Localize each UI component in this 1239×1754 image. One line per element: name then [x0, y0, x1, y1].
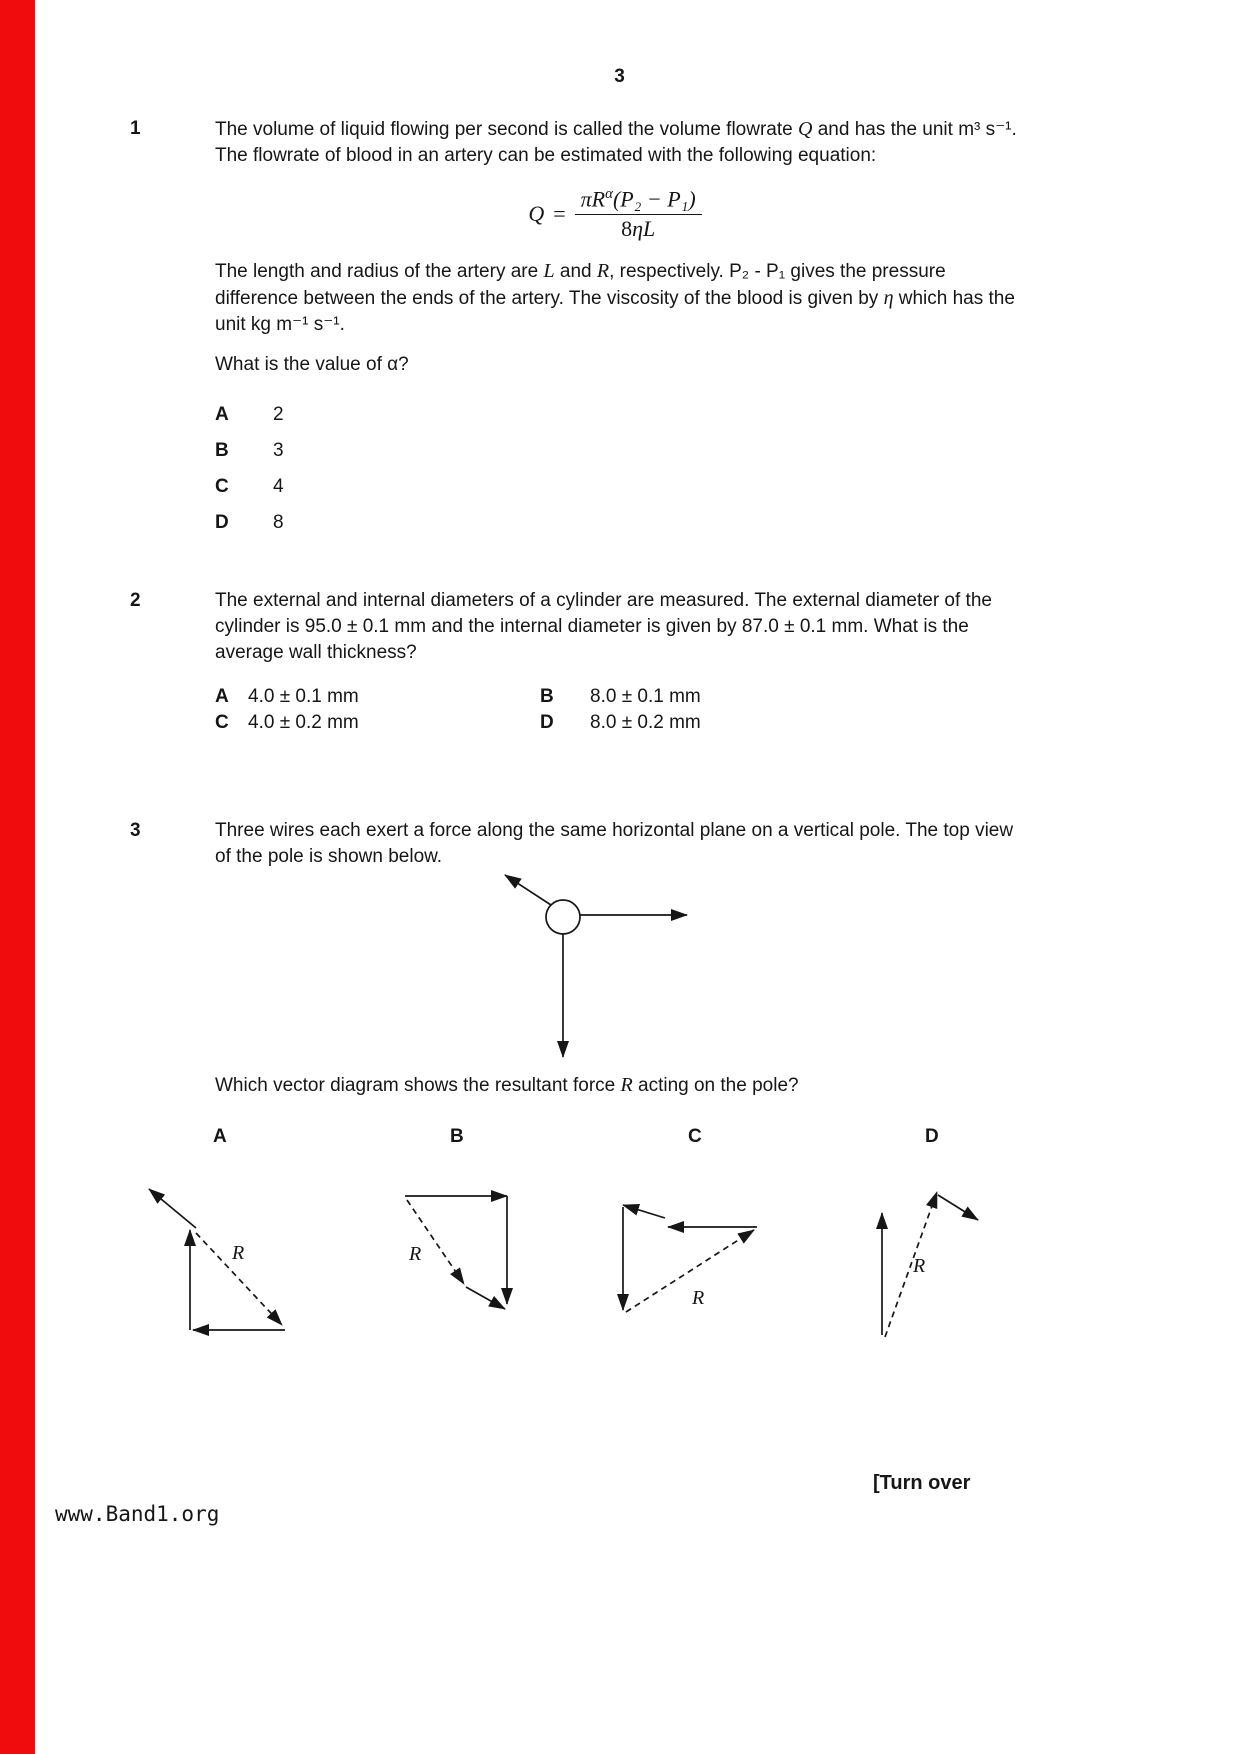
question-3-prompt: [215, 1072, 1020, 1099]
question-3-text: Three wires each exert a force along the same horizontal plane on a vertical pole. The top view of the pole is shown below.: [215, 820, 1014, 867]
text-segment: The length and radius of the artery are: [215, 261, 544, 282]
diagram-label-b: B: [450, 1126, 464, 1147]
alpha-exponent: α: [605, 186, 613, 202]
option-letter: B: [540, 686, 554, 707]
resultant-vector: [885, 1192, 937, 1337]
question-2-text: The external and internal diameters of a cylinder are measured. The external diameter of the cylinder is 95.0 ± 0.1 mm and the internal diameter is given by 87.0 ± 0.1 mm. What is the average wall thickness?: [215, 590, 992, 663]
option-row: [215, 404, 284, 440]
vector-diagram-b: [395, 1182, 560, 1322]
option-row: [215, 476, 284, 512]
vector-arrow: [623, 1205, 665, 1218]
option-letter: D: [215, 512, 229, 533]
option-value: 2: [273, 404, 284, 425]
equation-denominator: 8ηL: [621, 216, 656, 242]
option-value: 4: [273, 476, 284, 497]
resultant-label: R: [913, 1255, 926, 1277]
equation-numerator: $\pi R^\alpha(P_2 - P_1)$: [575, 186, 702, 215]
text-segment: The volume of liquid flowing per second is called the volume flowrate: [215, 119, 798, 140]
left-margin-bar: [0, 0, 35, 1754]
option-letter: C: [215, 712, 229, 733]
question-3-number: 3: [130, 820, 141, 841]
resultant-label: R: [232, 1242, 245, 1264]
option-letter: A: [215, 686, 229, 707]
flowrate-equation: [215, 186, 1015, 242]
resultant-vector: [626, 1230, 754, 1312]
equation-equals: =: [553, 201, 566, 227]
question-1-intro: [215, 116, 1020, 169]
diagram-label-c: C: [688, 1126, 702, 1147]
vector-diagram-a: [135, 1178, 300, 1343]
resultant-label: R: [692, 1287, 705, 1309]
resultant-label: R: [409, 1243, 422, 1265]
option-letter: B: [215, 440, 229, 461]
text-segment: and has the unit m³ s⁻¹. The flowrate of blood in an artery can be estimated with the following equation:: [215, 119, 1017, 166]
vector-diagram-d: [858, 1175, 993, 1350]
force-arrow-northwest: [505, 875, 551, 905]
text-segment: which has the unit kg m⁻¹ s⁻¹.: [215, 288, 1015, 335]
var-eta: η: [883, 287, 894, 309]
option-letter: A: [215, 404, 229, 425]
option-row: [215, 440, 284, 476]
var-Q: Q: [797, 118, 813, 140]
question-2-options: [215, 684, 701, 736]
option-value: 8: [273, 512, 284, 533]
vector-arrow: [938, 1195, 978, 1220]
question-1-body: [215, 258, 1020, 338]
vector-diagram-c: [610, 1192, 770, 1327]
pole-top-view-diagram: [420, 860, 710, 1070]
option-value: 8.0 ± 0.2 mm: [590, 712, 701, 733]
option-letter: C: [215, 476, 229, 497]
question-1-options: [215, 404, 284, 548]
diagram-label-d: D: [925, 1126, 939, 1147]
diagram-label-a: A: [213, 1126, 227, 1147]
equation-fraction: [575, 186, 702, 242]
option-value: 3: [273, 440, 284, 461]
text-segment: Which vector diagram shows the resultant force: [215, 1075, 621, 1096]
resultant-vector: [407, 1200, 464, 1284]
option-value: 4.0 ± 0.1 mm: [248, 686, 359, 707]
option-value: 4.0 ± 0.2 mm: [248, 712, 359, 733]
question-1-number: 1: [130, 118, 141, 139]
option-letter: D: [540, 712, 554, 733]
pole-circle: [546, 900, 580, 934]
option-value: 8.0 ± 0.1 mm: [590, 686, 701, 707]
text-segment: acting on the pole?: [632, 1075, 799, 1096]
vector-arrow: [466, 1287, 505, 1309]
question-2-number: 2: [130, 590, 141, 611]
text-segment: and: [554, 261, 597, 282]
equation-lhs: Q: [528, 201, 545, 227]
var-R: R: [596, 260, 610, 282]
website-watermark: www.Band1.org: [55, 1502, 220, 1526]
turn-over-note: [Turn over: [873, 1472, 971, 1494]
var-R: R: [620, 1074, 633, 1096]
question-1-prompt: What is the value of α?: [215, 354, 409, 375]
option-row: [215, 512, 284, 548]
page-number: 3: [614, 66, 625, 87]
vector-arrow: [149, 1189, 196, 1228]
text-segment: , respectively. P₂ - P₁ gives the pressure difference between the ends of the artery. The viscosity of the blood is given by: [215, 261, 946, 309]
var-L: L: [543, 260, 555, 282]
